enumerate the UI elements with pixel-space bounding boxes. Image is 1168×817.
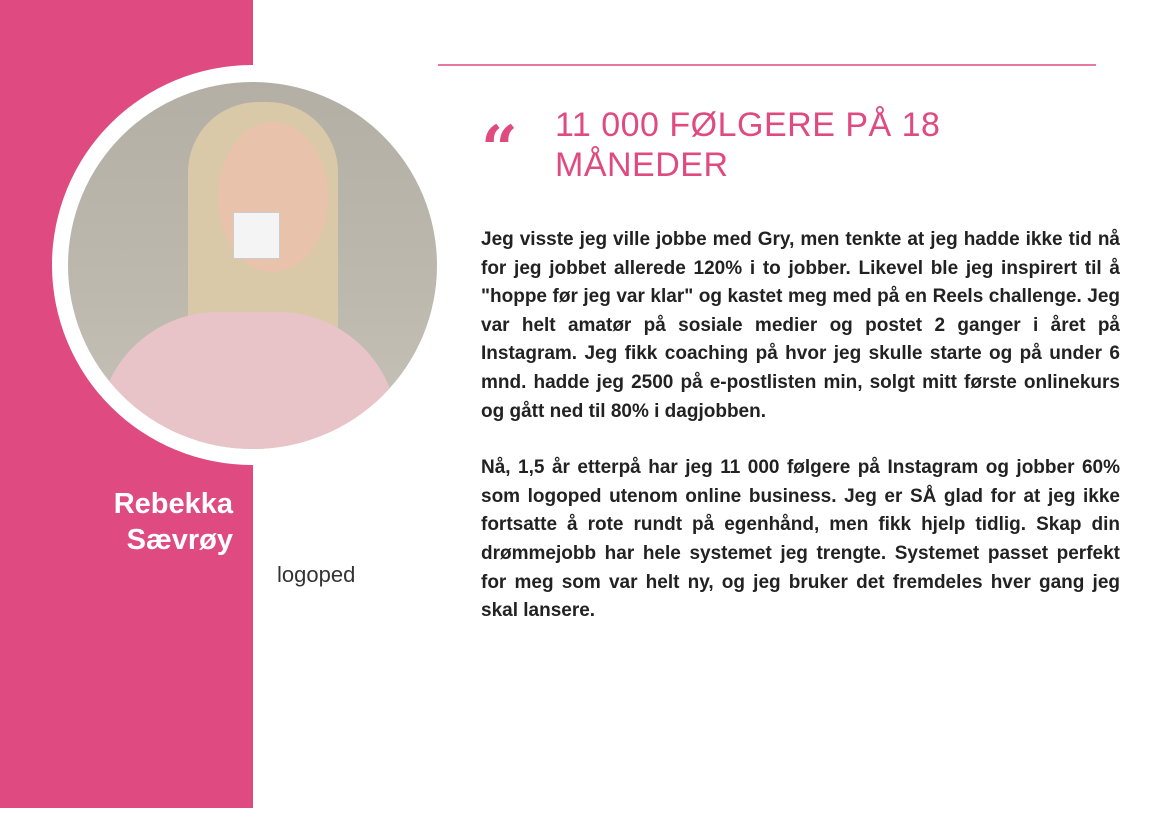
paragraph: Nå, 1,5 år etterpå har jeg 11 000 følgere på Instagram og jobber 60% som logoped utenom online business. Jeg er SÅ glad for at jeg ikke fortsatte å rote rundt på egenhånd, men fikk hjelp tidlig. Skap din drømmejobb har hele systemet jeg trengte. Systemet passet perfekt for meg som var helt ny, og jeg bruker det fremdeles hver gang jeg skal lansere. <box>481 457 1120 622</box>
testimonial-body <box>481 226 1120 654</box>
name-first: Rebekka <box>113 488 233 520</box>
quote-icon: “ <box>481 112 518 187</box>
name-last: Sævrøy <box>126 524 233 556</box>
testimonial-heading: 11 000 FØLGERE PÅ 18 MÅNEDER <box>555 106 941 184</box>
profile-photo <box>68 82 437 449</box>
divider <box>438 64 1096 66</box>
person-role: logoped <box>277 562 356 587</box>
person-name <box>13 486 233 558</box>
paragraph: Jeg visste jeg ville jobbe med Gry, men tenkte at jeg hadde ikke tid nå for jeg jobbet allerede 120% i to jobber. Likevel ble jeg inspirert til å "hoppe før jeg var klar" og kastet meg med på en Reels challenge. Jeg var helt amatør på sosiale medier og postet 2 ganger i året på Instagram. Jeg fikk coaching på hvor jeg skulle starte og på under 6 mnd. hadde jeg 2500 på e-postlisten min, solgt mitt første onlinekurs og gått ned til 80% i dagjobben. <box>481 229 1120 422</box>
